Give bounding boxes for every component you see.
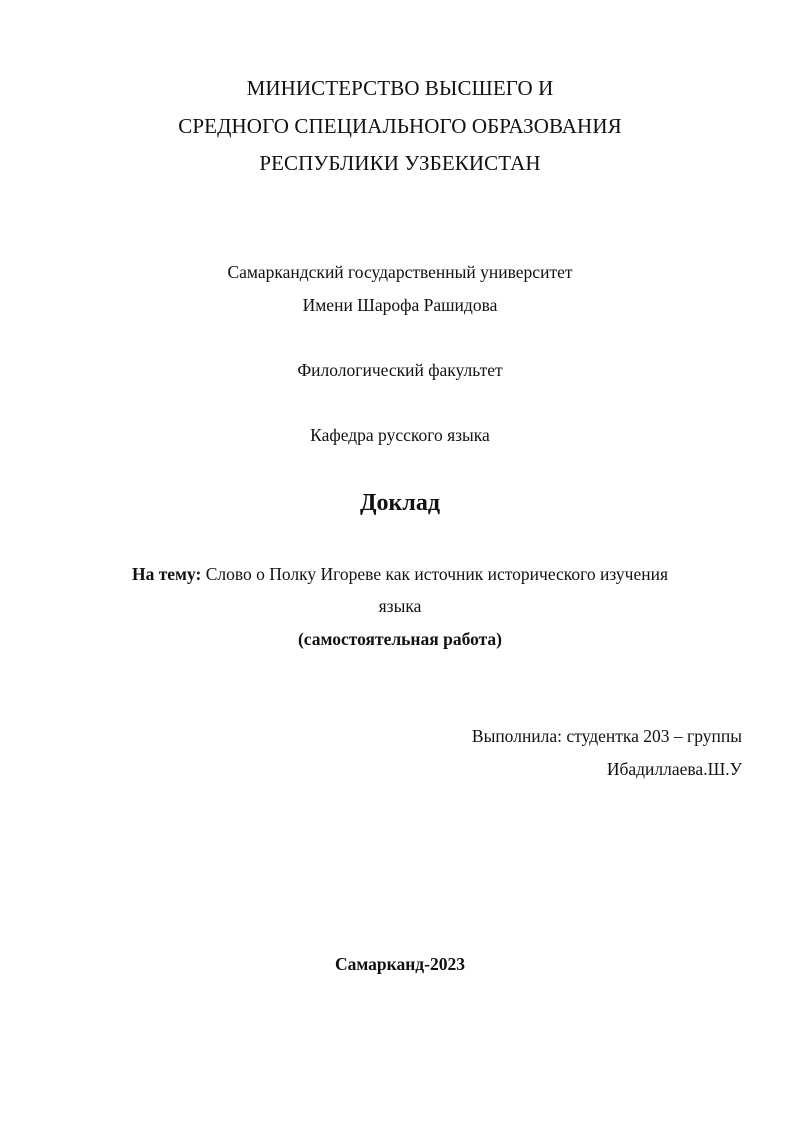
university-named-after: Имени Шарофа Рашидова — [302, 295, 498, 315]
topic-text: Слово о Полку Игореве как источник исторического изучения — [205, 564, 669, 584]
topic-line-1 — [0, 564, 800, 585]
ministry-line-1: МИНИСТЕРСТВО ВЫСШЕГО И — [246, 76, 554, 100]
work-kind: (самостоятельная работа) — [297, 629, 503, 649]
city-year: Самарканд-2023 — [334, 954, 465, 974]
department-name: Кафедра русского языка — [310, 425, 490, 445]
topic-line-2: языка — [378, 596, 422, 616]
university-name: Самаркандский государственный университет — [227, 262, 573, 282]
document-title: Доклад — [360, 490, 440, 516]
ministry-line-2: СРЕДНОГО СПЕЦИАЛЬНОГО ОБРАЗОВАНИЯ — [178, 114, 622, 138]
author-name: Ибадиллаева.Ш.У — [606, 759, 742, 779]
ministry-line-3: РЕСПУБЛИКИ УЗБЕКИСТАН — [259, 151, 541, 175]
topic-label: На тему: — [131, 564, 202, 584]
author-performed-by: Выполнила: студентка 203 – группы — [471, 726, 742, 746]
faculty-name: Филологический факультет — [297, 360, 503, 380]
